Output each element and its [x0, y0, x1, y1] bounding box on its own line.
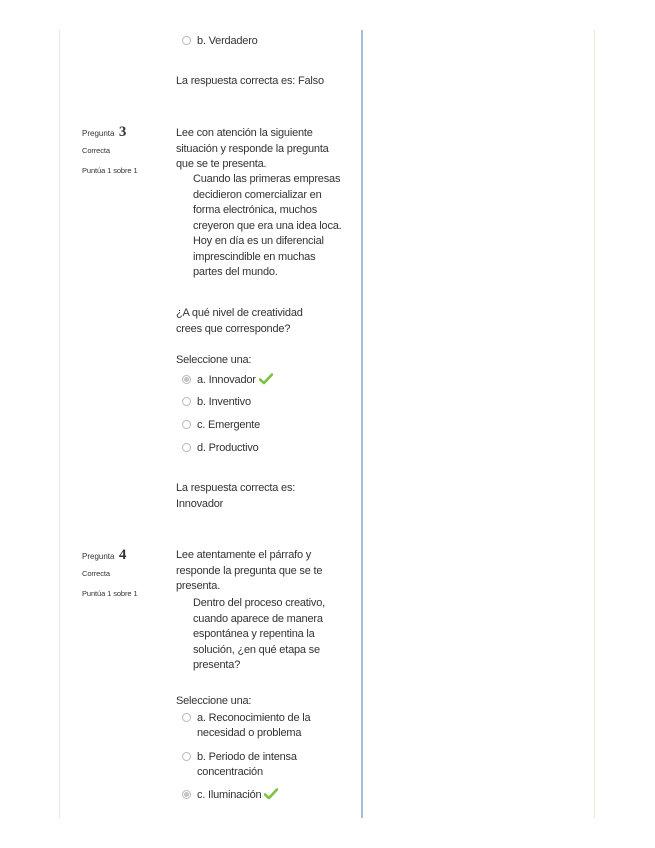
q4-option-c-label: c. Iluminación: [197, 789, 262, 801]
check-icon: [264, 788, 278, 800]
q4-option-a[interactable]: [182, 711, 337, 741]
prev-option-b[interactable]: b. Verdadero: [182, 34, 337, 49]
radio-icon[interactable]: [182, 443, 191, 452]
q3-number: 3: [118, 124, 127, 140]
radio-icon[interactable]: [182, 397, 191, 406]
q4-option-c[interactable]: [182, 788, 278, 803]
q4-option-b[interactable]: [182, 750, 337, 780]
q3-option-a[interactable]: [182, 373, 273, 388]
q4-number: 4: [118, 547, 127, 563]
check-icon: [259, 373, 273, 385]
q3-score: Puntúa 1 sobre 1: [82, 166, 138, 175]
content-left-border: [59, 30, 60, 818]
q4-option-a-label: a. Reconocimiento de la necesidad o problema: [197, 712, 311, 739]
radio-selected-icon[interactable]: [182, 375, 191, 384]
content-divider: [361, 30, 363, 818]
q3-feedback: La respuesta correcta es: Innovador: [176, 482, 296, 510]
q4-status: Correcta: [82, 569, 110, 578]
q3-passage: Cuando las primeras empresas decidieron comercializar en forma electrónica, muchos creyeron que era una idea loca. Hoy en día es un diferencial imprescindible en muchas partes del mundo.: [193, 173, 342, 278]
q3-option-b-label: b. Inventivo: [197, 396, 251, 408]
q3-question: ¿A qué nivel de creatividad crees que corresponde?: [176, 307, 303, 335]
q3-option-d[interactable]: [182, 441, 259, 456]
q4-passage: Dentro del proceso creativo, cuando aparece de manera espontánea y repentina la solución, ¿en qué etapa se presenta?: [193, 597, 325, 671]
q4-score: Puntúa 1 sobre 1: [82, 589, 138, 598]
q4-intro: Lee atentamente el párrafo y responde la pregunta que se te presenta.: [176, 549, 323, 592]
q3-label: Pregunta: [82, 129, 115, 138]
radio-selected-icon[interactable]: [182, 790, 191, 799]
q3-status: Correcta: [82, 146, 110, 155]
radio-icon[interactable]: [182, 420, 191, 429]
q3-option-a-label: a. Innovador: [197, 374, 256, 386]
q3-option-c-label: c. Emergente: [197, 419, 261, 431]
q4-option-b-label: b. Periodo de intensa concentración: [197, 751, 297, 778]
q3-intro: Lee con atención la siguiente situación y responde la pregunta que se te presenta.: [176, 127, 329, 170]
q3-option-d-label: d. Productivo: [197, 442, 259, 454]
radio-icon[interactable]: [182, 713, 191, 722]
q3-option-c[interactable]: [182, 418, 260, 433]
content-right-border: [594, 30, 595, 818]
q4-info: [82, 546, 126, 564]
q3-select-label: Seleccione una:: [176, 354, 252, 366]
radio-icon[interactable]: [182, 752, 191, 761]
q3-option-b[interactable]: [182, 395, 251, 410]
q4-select-label: Seleccione una:: [176, 695, 252, 707]
prev-feedback: La respuesta correcta es: Falso: [176, 75, 324, 87]
q3-info: [82, 123, 126, 141]
q4-label: Pregunta: [82, 552, 115, 561]
radio-icon[interactable]: [182, 36, 191, 45]
